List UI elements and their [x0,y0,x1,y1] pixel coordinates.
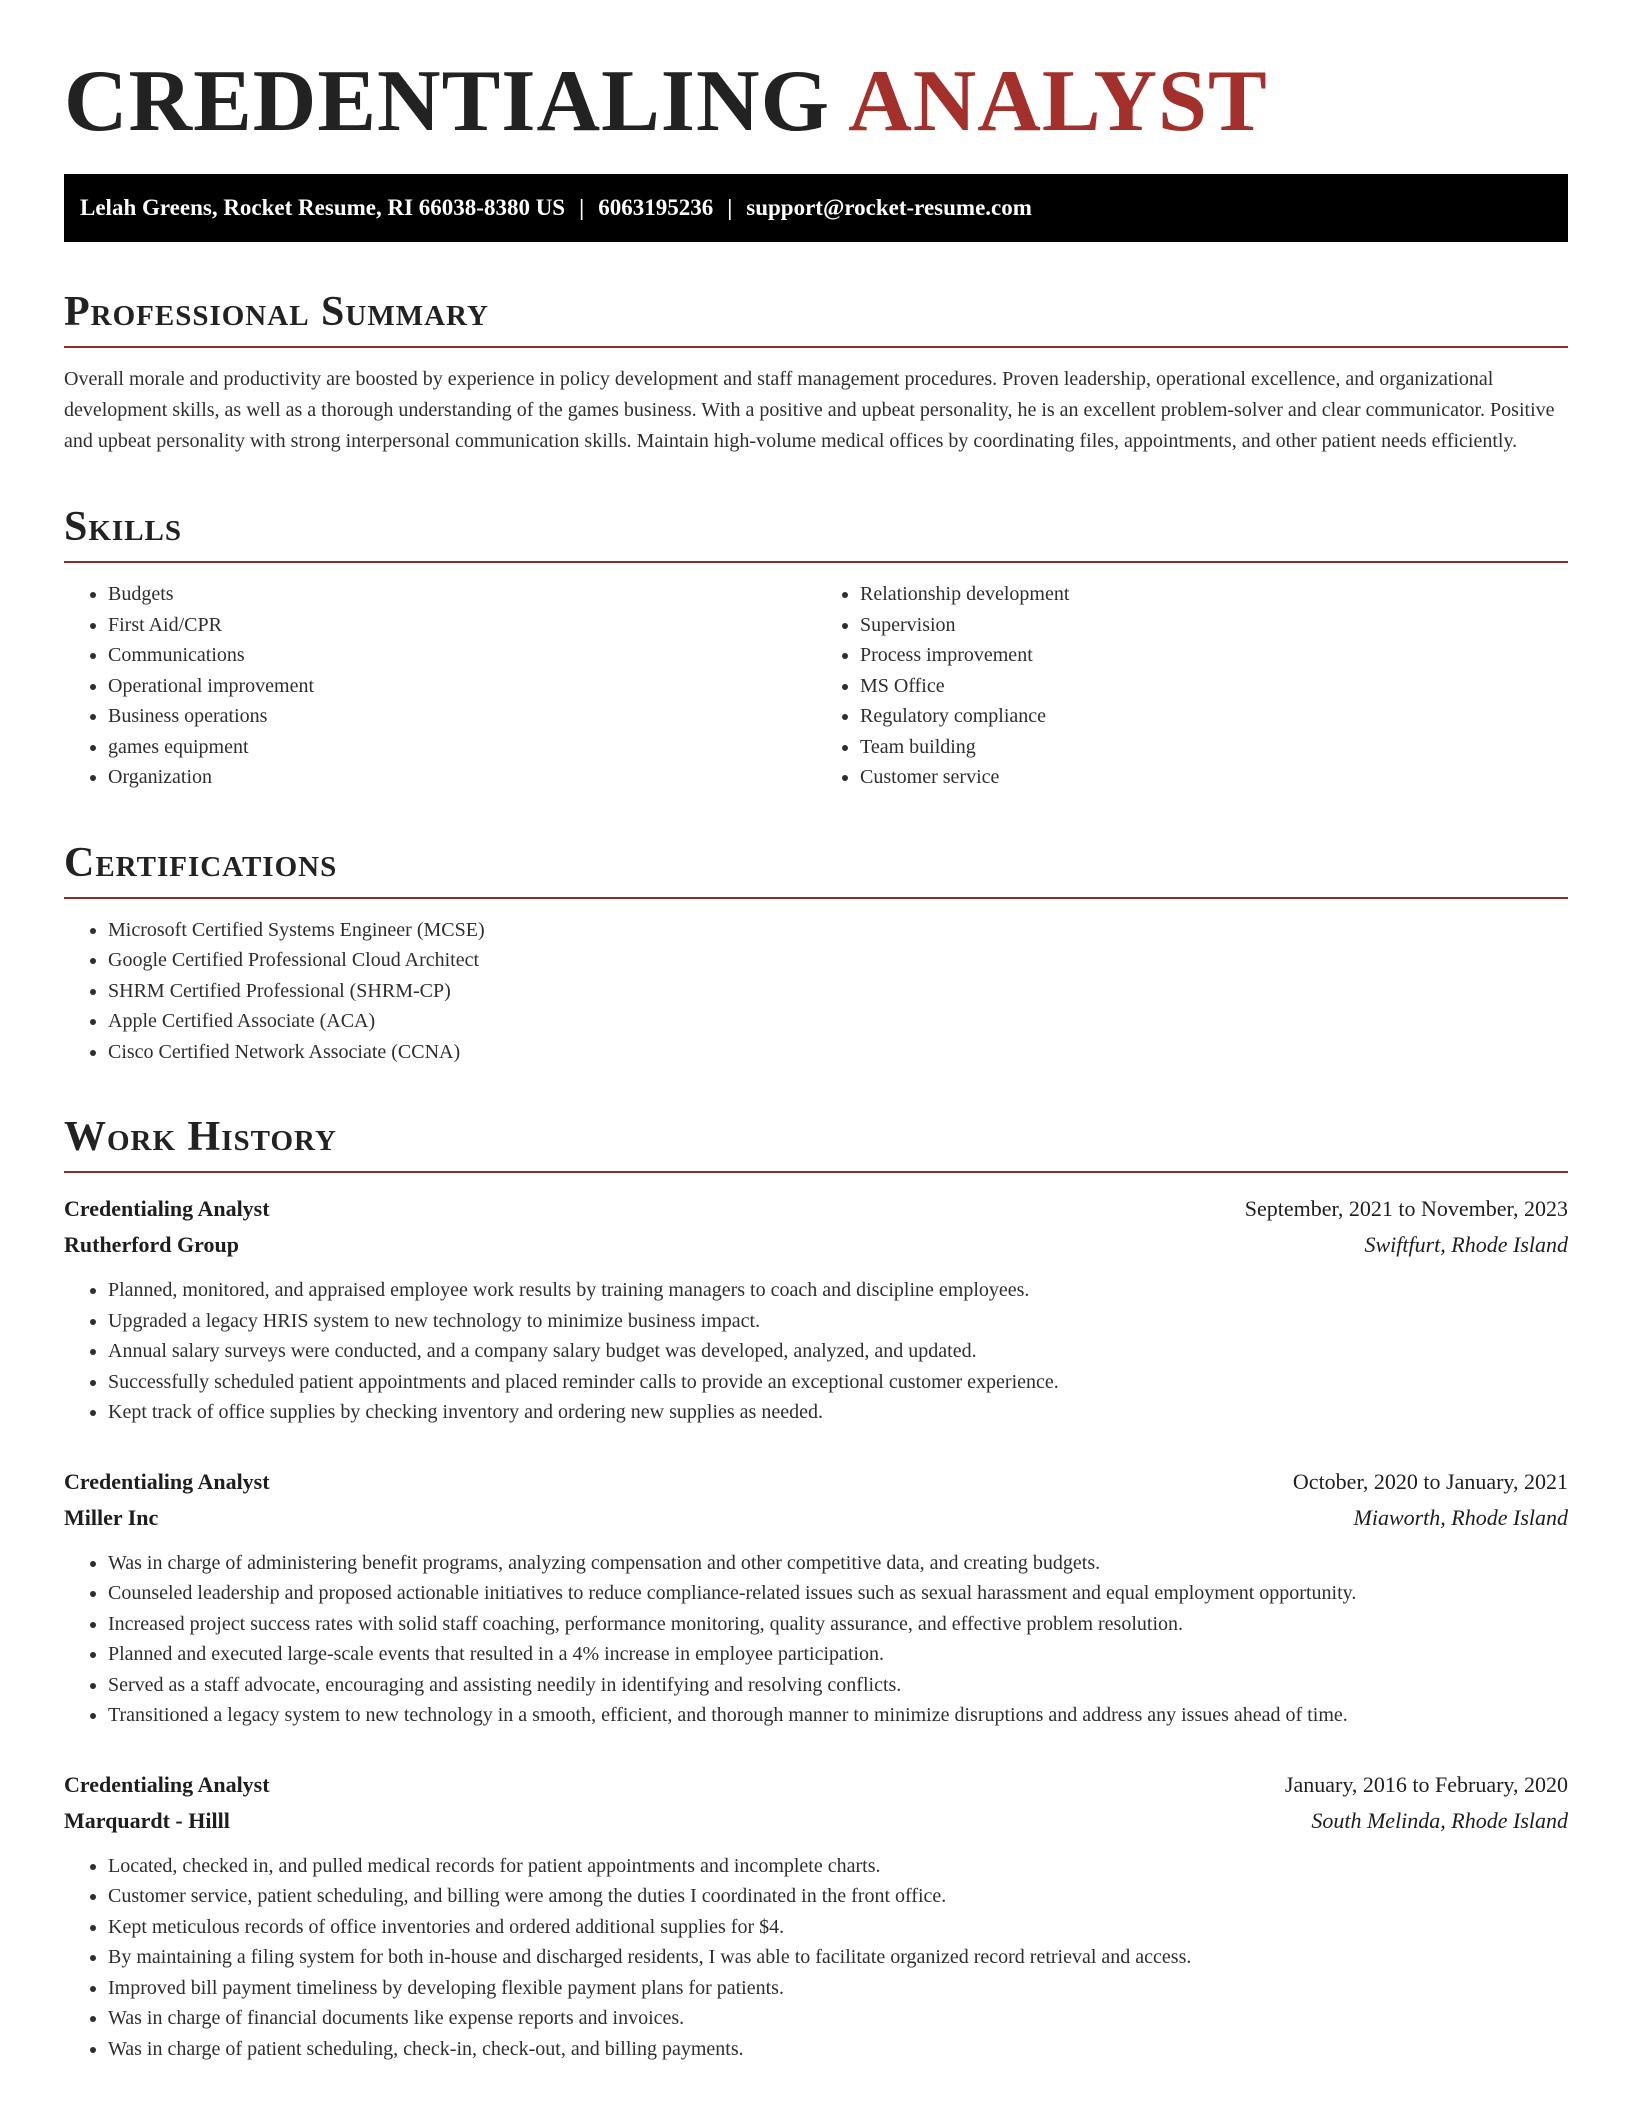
job-dates: October, 2020 to January, 2021 [1292,1468,1568,1494]
certification-item: • Cisco Certified Network Associate (CCNA) [108,1037,1568,1068]
skill-item: • Supervision [860,610,1568,641]
job-entry [64,1191,1568,1428]
skill-item: • Customer service [860,762,1568,793]
skill-item: • Budgets [108,579,816,610]
job-duty: • Successfully scheduled patient appointments and placed reminder calls to provide an exceptional customer experience. [108,1367,1568,1398]
work-history-section [64,1111,1568,2064]
job-company-row [64,1803,1568,1839]
skill-item: • Communications [108,640,816,671]
job-duty: • Upgraded a legacy HRIS system to new technology to minimize business impact. [108,1306,1568,1337]
job-dates: September, 2021 to November, 2023 [1244,1196,1568,1221]
contact-bar [64,174,1568,242]
title-accent: ANALYST [848,53,1268,150]
contact-phone: 6063195236 [598,195,714,220]
job-title: Credentialing Analyst [64,1771,270,1797]
job-entry [64,1767,1568,2065]
job-duty: • Served as a staff advocate, encouraging and assisting needily in identifying and resolving conflicts. [108,1670,1568,1701]
work-history-heading: Work History [64,1111,1568,1173]
job-company-row [64,1500,1568,1536]
job-header-row [64,1464,1568,1500]
job-company: Rutherford Group [64,1232,239,1257]
job-duty: • Kept meticulous records of office inventories and ordered additional supplies for $4. [108,1912,1568,1943]
resume-title [64,52,1568,152]
skill-item: • MS Office [860,671,1568,702]
skills-heading: Skills [64,501,1568,563]
skill-item: • Business operations [108,701,816,732]
job-duty: • Was in charge of administering benefit programs, analyzing compensation and other competitive data, and creating budgets. [108,1548,1568,1579]
job-company: Marquardt - Hilll [64,1807,230,1833]
certifications-list [64,915,1568,1068]
job-duty: • Planned and executed large-scale events that resulted in a 4% increase in employee participation. [108,1639,1568,1670]
certification-item: • SHRM Certified Professional (SHRM-CP) [108,976,1568,1007]
certifications-heading: Certifications [64,837,1568,899]
skill-item: • Operational improvement [108,671,816,702]
title-main: CREDENTIALING [64,53,831,150]
skills-section [64,501,1568,793]
job-title: Credentialing Analyst [64,1468,270,1494]
job-dates: January, 2016 to February, 2020 [1284,1771,1568,1797]
job-header-row [64,1191,1568,1227]
skill-item: • Process improvement [860,640,1568,671]
skills-list-right [816,579,1568,793]
certifications-section [64,837,1568,1068]
certification-item: • Google Certified Professional Cloud Architect [108,945,1568,976]
job-company-row [64,1227,1568,1263]
job-duties-list [64,1851,1568,2065]
skill-item: • games equipment [108,732,816,763]
job-duty: • Increased project success rates with solid staff coaching, performance monitoring, quality assurance, and effective problem resolution. [108,1609,1568,1640]
contact-email: support@rocket-resume.com [746,195,1032,220]
job-duty: • Was in charge of financial documents like expense reports and invoices. [108,2003,1568,2034]
contact-address: Lelah Greens, Rocket Resume, RI 66038-8380 US [80,195,566,220]
contact-separator: | [579,195,585,220]
job-header-row [64,1767,1568,1803]
job-company: Miller Inc [64,1504,159,1530]
job-duty: • Improved bill payment timeliness by developing flexible payment plans for patients. [108,1973,1568,2004]
job-duty: • Kept track of office supplies by checking inventory and ordering new supplies as needed. [108,1397,1568,1428]
contact-separator: | [727,195,733,220]
summary-heading: Professional Summary [64,286,1568,348]
job-duty: • Was in charge of patient scheduling, check-in, check-out, and billing payments. [108,2034,1568,2065]
skills-list-left [64,579,816,793]
job-duty: • Planned, monitored, and appraised employee work results by training managers to coach and discipline employees. [108,1275,1568,1306]
job-duty: • Located, checked in, and pulled medical records for patient appointments and incomplete charts. [108,1851,1568,1882]
skill-item: • Regulatory compliance [860,701,1568,732]
summary-section [64,286,1568,457]
skills-grid [64,563,1568,793]
certification-item: • Apple Certified Associate (ACA) [108,1006,1568,1037]
job-duties-list [64,1275,1568,1428]
skill-item: • Organization [108,762,816,793]
job-duty: • Transitioned a legacy system to new technology in a smooth, efficient, and thorough manner to minimize disruptions and address any issues ahead of time. [108,1700,1568,1731]
summary-text: Overall morale and productivity are boosted by experience in policy development and staff management procedures. Proven leadership, operational excellence, and organizational development skills, as well as a thorough understanding of the games business. With a positive and upbeat personality, he is an excellent problem-solver and clear communicator. Positive and upbeat personality with strong interpersonal communication skills. Maintain high-volume medical offices by coordinating files, appointments, and other patient needs efficiently. [64,368,1555,452]
job-location: Swiftfurt, Rhode Island [1364,1232,1568,1257]
job-location: Miaworth, Rhode Island [1353,1504,1568,1530]
job-location: South Melinda, Rhode Island [1311,1807,1568,1833]
skill-item: • Team building [860,732,1568,763]
job-duties-list [64,1548,1568,1731]
job-duty: • By maintaining a filing system for both in-house and discharged residents, I was able to facilitate organized record retrieval and access. [108,1942,1568,1973]
job-entry [64,1464,1568,1731]
skill-item: • Relationship development [860,579,1568,610]
skill-item: • First Aid/CPR [108,610,816,641]
certification-item: • Microsoft Certified Systems Engineer (MCSE) [108,915,1568,946]
job-title: Credentialing Analyst [64,1196,270,1221]
job-duty: • Customer service, patient scheduling, and billing were among the duties I coordinated in the front office. [108,1881,1568,1912]
job-duty: • Counseled leadership and proposed actionable initiatives to reduce compliance-related issues such as sexual harassment and equal employment opportunity. [108,1578,1568,1609]
job-duty: • Annual salary surveys were conducted, and a company salary budget was developed, analyzed, and updated. [108,1336,1568,1367]
